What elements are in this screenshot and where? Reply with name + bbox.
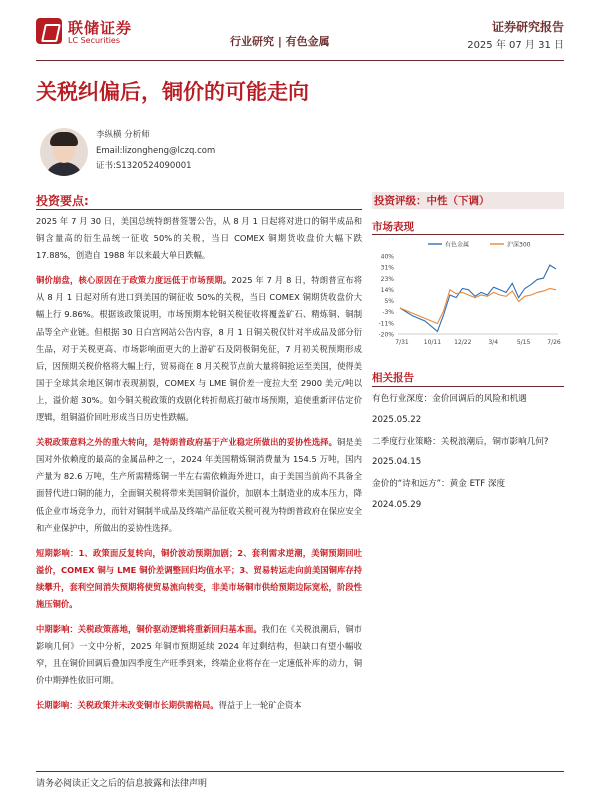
related-report-title[interactable]: 金价的“诗和远方”：黄金 ETF 深度 [372, 479, 506, 489]
rating-value: 中性（下调） [426, 195, 490, 207]
related-heading: 相关报告 [372, 372, 414, 384]
section-divider [36, 209, 362, 210]
analyst-avatar [40, 128, 88, 176]
related-divider [372, 386, 564, 387]
logo-en: LC Securities [68, 36, 121, 45]
paragraph-6-lead: 长期影响：关税政策并未改变铜市长期供需格局。 [36, 700, 219, 711]
paragraph-6-text: 得益于上一轮矿企资本 [218, 700, 302, 711]
related-report-title[interactable]: 二季度行业策略：关税浪潮后，铜市影响几何? [372, 437, 549, 447]
x-tick-label: 5/15 [516, 339, 531, 346]
related-report-item[interactable] [372, 392, 564, 425]
paragraph-3-lead: 关税政策意料之外的重大转向，是特朗普政府基于产业稳定所做出的妥协性选择。 [36, 437, 337, 448]
x-tick-label: 10/11 [423, 339, 442, 346]
company-logo-icon [36, 18, 62, 44]
related-report-date: 2024.05.29 [372, 500, 422, 510]
related-report-title[interactable]: 有色行业深度：金价回调后的风险和机遇 [372, 394, 527, 404]
paragraph-5-text: 我们在《关税浪潮后，铜市影响几何》一文中分析，2025 年铜市预期延续 2024 年过剩结构，但缺口有望小幅收窄，且在铜价回调后叠加四季度生产旺季到来，终端企业将存在一定速低补库的动力，铜价中期弹性依旧可期。 [36, 624, 362, 686]
chart-legend [428, 241, 531, 249]
logo-cn: 联储证券 [68, 19, 133, 37]
y-tick-label: 31% [380, 264, 394, 272]
rating-label: 投资评级： [374, 195, 427, 207]
paragraph-6 [36, 697, 362, 714]
y-tick-label: -20% [378, 331, 394, 339]
analyst-cert: 证书:S1320524090001 [96, 161, 192, 171]
y-tick-label: -3% [382, 309, 394, 317]
legend-label: 沪深300 [507, 241, 531, 249]
y-tick-label: 14% [380, 286, 394, 294]
investment-rating [374, 193, 490, 208]
footer-divider [36, 771, 564, 772]
x-tick-label: 7/31 [395, 339, 409, 346]
x-tick-label: 7/26 [547, 339, 561, 346]
investment-body [36, 213, 362, 715]
y-tick-label: 23% [380, 275, 394, 283]
market-performance-chart [372, 236, 564, 356]
series-line-nonferrous [400, 265, 556, 331]
report-type: 证券研究报告 [491, 20, 564, 34]
related-report-item[interactable] [372, 435, 564, 467]
investment-points-heading: 投资要点: [36, 194, 89, 208]
paragraph-4: 短期影响：1、政策面反复转向，铜价波动预期加剧；2、套利需求逆潮，美铜预期回吐溢价，COMEX 铜与 LME 铜价差调整回归均值水平；3、贸易转运走向前美国铜库存持续攀升，套利空间消失预期将使贸易流向转变，非美市场铜市供给预期边际宽松，阶段性施压铜价。 [36, 547, 362, 609]
footer-disclaimer: 请务必阅读正文之后的信息披露和法律声明 [36, 779, 208, 789]
y-tick-label: 40% [380, 253, 394, 261]
x-tick-label: 3/4 [488, 339, 499, 346]
related-report-date: 2025.04.15 [372, 457, 422, 467]
paragraph-3 [36, 434, 362, 537]
y-tick-label: -11% [378, 320, 394, 328]
related-report-date: 2025.05.22 [372, 415, 422, 425]
related-reports-list [372, 392, 564, 510]
paragraph-5 [36, 621, 362, 689]
chart-y-ticks [378, 254, 394, 339]
analyst-name: 李纵横 分析师 [96, 130, 150, 140]
paragraph-2-lead: 铜价崩盘，核心原因在于政策力度远低于市场预期。 [36, 275, 232, 286]
chart-x-ticks [395, 339, 561, 346]
analyst-info [96, 128, 215, 175]
related-report-item[interactable] [372, 477, 564, 510]
paragraph-2-text: 2025 年 7 月 8 日，特朗普宣布将从 8 月 1 日起对所有进口到美国的铜征收 50%的关税，当日 COMEX 铜期货收盘价大幅上行 9.86%。根据该政策说明，市场预期本轮铜关税征收将覆盖矿石、精炼铜、铜制品等全产业链。但根据 30 日白宫网站公告内容，8 月 1 日铜关税仅针对半成品及部分衍生品，对于关税更高、市场影响面更大的上游矿石及阴极铜免征，7 月初关税预期形成后，因预期关税价格将大幅上行，贸易商在 8 月关税节点前大量将铜抢运至美国，使得美国于全球其余地区铜市表现割裂，COMEX 与 LME 铜价差一度拉大至 2900 美元/吨以上，溢价超 30%。如今铜关税政策的戏剧化转折彻底打破市场预期，追使重新评估定价逻辑，组铜溢价回吐形成当日历史性跌幅。 [36, 275, 362, 423]
y-tick-label: 5% [384, 298, 394, 306]
legend-label: 有色金属 [445, 241, 470, 249]
market-perf-divider [372, 234, 564, 235]
chart-lines [400, 265, 556, 331]
paragraph-5-lead: 中期影响：关税政策落地，铜价驱动逻辑将重新回归基本面。 [36, 624, 262, 635]
analyst-email[interactable]: Email:lizongheng@lczq.com [96, 145, 216, 156]
paragraph-3-text: 铜是美国对外依赖度的最高的金属品种之一，2024 年美国精炼铜消费量为 154.5 万吨，国内产量为 82.6 万吨，生产所需精炼铜一半左右需依赖海外进口，由于美国当前尚不具备全面替代进口铜的能力，全面铜关税将带来美国铜价溢价，加剧本土制造业的成本压力，降低企业市场竞争力，而针对铜制半成品及终端产品征收关税可视为特朗普政府在保应安全和产业保护中，所做出的妥协性选择。 [36, 437, 362, 533]
paragraph-2 [36, 272, 362, 426]
x-tick-label: 12/22 [454, 339, 472, 346]
report-category: 行业研究 | 有色金属 [230, 35, 330, 48]
report-title: 关税纠偏后，铜价的可能走向 [36, 80, 309, 104]
report-date: 2025 年 07 月 31 日 [467, 40, 564, 51]
paragraph-1: 2025 年 7 月 30 日，美国总统特朗普签署公告，从 8 月 1 日起将对进口的铜半成品和铜含量高的衍生品统一征收 50%的关税，当日 COMEX 铜期货收盘价大幅下跌 17.88%，创造自 1988 年以来最大单日跌幅。 [36, 216, 362, 261]
market-perf-heading: 市场表现 [372, 221, 414, 233]
header-divider [36, 60, 564, 61]
